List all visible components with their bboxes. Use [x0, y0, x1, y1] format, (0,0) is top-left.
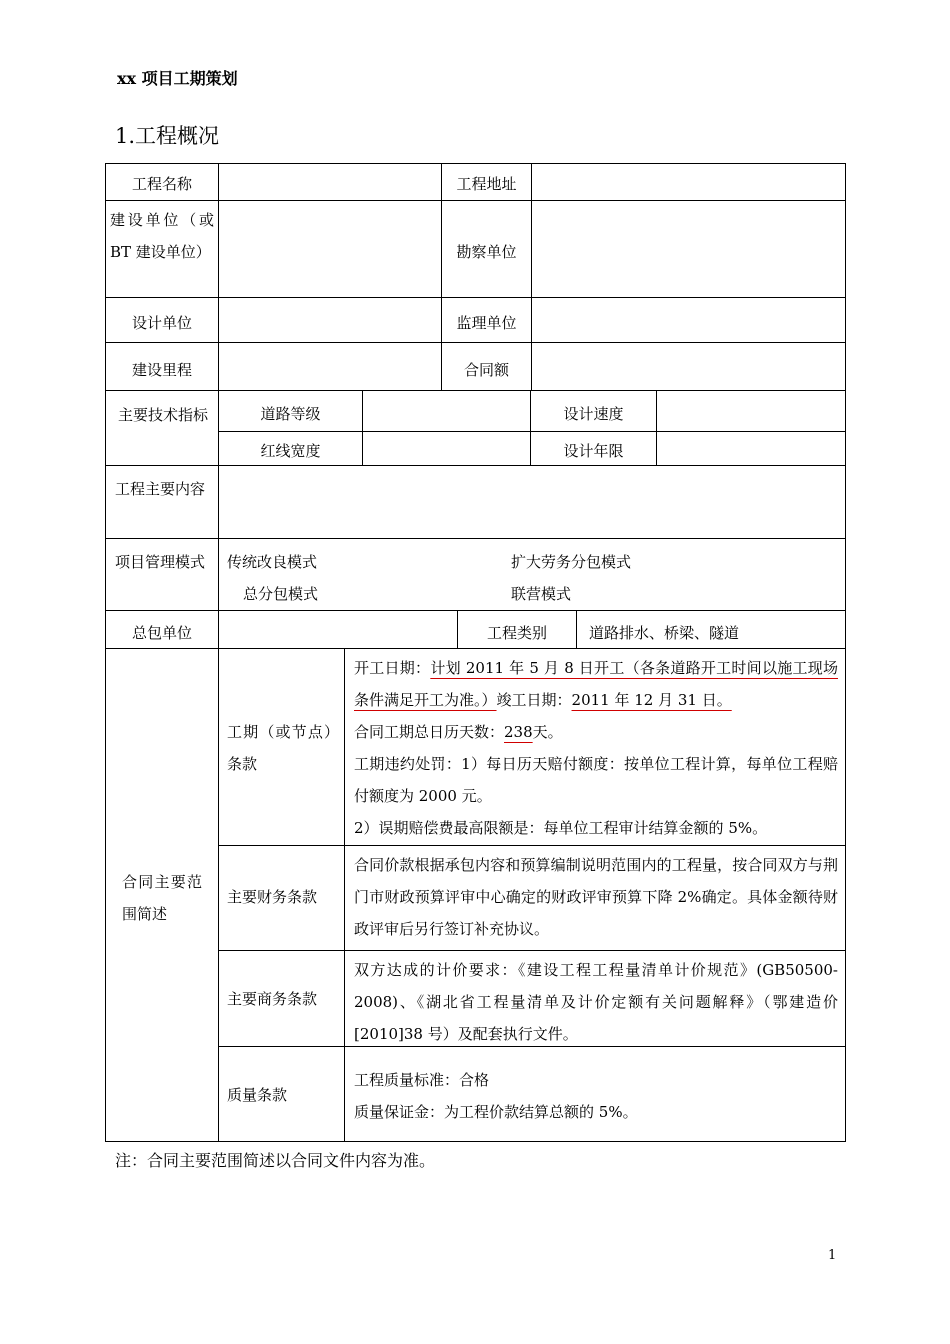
management-mode-label: 项目管理模式: [115, 553, 206, 571]
document-title: xx 项目工期策划: [117, 69, 238, 88]
main-content-label: 工程主要内容: [115, 480, 206, 498]
delay-penalty: 工期违约处罚：1）每日历天赔付额度：按单位工程计算，每单位工程赔付额度为 2000 元。: [354, 755, 838, 805]
survey-unit-label: 勘察单位: [456, 243, 517, 261]
contract-amount-label: 合同额: [463, 361, 509, 379]
finance-clause-label: 主要财务条款: [227, 888, 318, 906]
design-life-label: 设计年限: [563, 442, 624, 460]
schedule-clause-text: 开工日期：计划 2011 年 5 月 8 日开工（各条道路开工时间以施工现场条件满足开工为准。）竣工日期：2011 年 12 月 31 日。 合同工期总日历天数：238天。 工期违约处罚：1）每日历天赔付额度：按单位工程计算，每单位工程赔付额度为 2000 元。 2）误期赔偿费最高限额是：每单位工程审计结算金额的 5%。: [354, 659, 838, 837]
start-date-plan: 计划 2011 年 5 月 8 日开工（各条道路开工时间以施工现场条件满足开工为准。）: [354, 659, 838, 709]
section-title: 1.工程概况: [115, 124, 220, 148]
design-speed-label: 设计速度: [563, 405, 624, 423]
business-clause-text: 双方达成的计价要求：《建设工程工程量清单计价规范》(GB50500-2008)、《湖北省工程量清单及计价定额有关问题解释》（鄂建造价[2010]38 号）及配套执行文件。: [354, 961, 838, 1043]
total-days: 238: [504, 723, 533, 741]
project-address-label: 工程地址: [456, 175, 517, 193]
page-number: 1: [828, 1248, 837, 1263]
project-name-label: 工程名称: [131, 175, 192, 193]
finance-clause-text: 合同价款根据承包内容和预算编制说明范围内的工程量，按合同双方与荆门市财政预算评审中心确定的财政评审预算下降 2%确定。具体金额待财政评审后另行签订补充协议。: [354, 856, 838, 938]
finish-date: 2011 年 12 月 31 日。: [571, 691, 732, 709]
mileage-label: 建设里程: [131, 361, 192, 379]
mode-joint-venture: 联营模式: [511, 585, 572, 603]
contract-scope-label: 合同主要范围简述: [122, 873, 202, 923]
tech-indices-label: 主要技术指标: [118, 406, 209, 424]
quality-clause-label: 质量条款: [227, 1086, 288, 1104]
general-contractor-label: 总包单位: [131, 624, 192, 642]
mode-general-subcontract: 总分包模式: [243, 585, 319, 603]
road-grade-label: 道路等级: [260, 405, 321, 423]
builder-label: 建设单位（或 BT 建设单位）: [110, 211, 214, 261]
red-line-width-label: 红线宽度: [260, 442, 321, 460]
project-category-label: 工程类别: [486, 624, 547, 642]
project-category-value: 道路排水、桥梁、隧道: [589, 624, 740, 642]
supervision-unit-label: 监理单位: [456, 314, 517, 332]
quality-standard: 工程质量标准：合格: [354, 1071, 490, 1089]
mode-traditional: 传统改良模式: [227, 553, 318, 571]
design-unit-label: 设计单位: [131, 314, 192, 332]
mode-labor-subcontract: 扩大劳务分包模式: [511, 553, 632, 571]
business-clause-label: 主要商务条款: [227, 990, 318, 1008]
quality-deposit: 质量保证金：为工程价款结算总额的 5%。: [354, 1103, 638, 1121]
max-penalty: 2）误期赔偿费最高限额是：每单位工程审计结算金额的 5%。: [354, 819, 768, 837]
footnote: 注：合同主要范围简述以合同文件内容为准。: [115, 1151, 436, 1170]
schedule-clause-label: 工期（或节点）条款: [227, 723, 339, 773]
